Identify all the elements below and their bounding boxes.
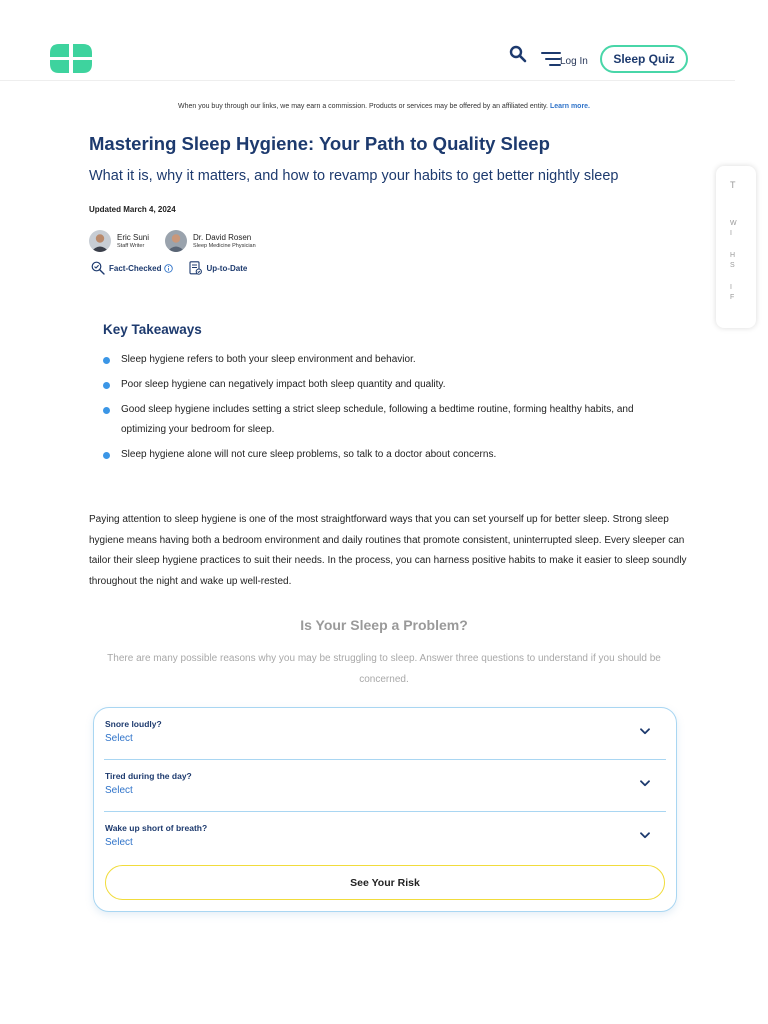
list-item: Good sleep hygiene includes setting a strict sleep schedule, following a bedtime routine, forming healthy habits, and optimizing your bedroom for sleep. [103, 400, 663, 440]
quiz-description: There are many possible reasons why you may be struggling to sleep. Answer three questions to understand if you should be concerned. [107, 653, 661, 685]
question-label: Snore loudly? [105, 719, 162, 729]
reviewer-byline[interactable] [165, 230, 256, 252]
question-select[interactable]: Select [105, 733, 133, 744]
toc-item[interactable]: I [730, 230, 732, 237]
key-takeaways-heading: Key Takeaways [103, 322, 202, 337]
question-select[interactable]: Select [105, 837, 133, 848]
toc-item[interactable]: W [730, 220, 737, 227]
author-name[interactable]: Eric Suni [117, 232, 150, 242]
sleep-risk-quiz [93, 707, 677, 912]
up-to-date-badge[interactable] [189, 261, 247, 275]
up-to-date-label: Up-to-Date [206, 263, 248, 273]
list-item: Poor sleep hygiene can negatively impact both sleep quantity and quality. [103, 375, 663, 395]
learn-more-link[interactable]: Learn more. [549, 103, 591, 110]
toc-item[interactable]: F [730, 294, 735, 301]
document-check-icon [189, 261, 202, 275]
quiz-question-breath[interactable] [104, 812, 666, 864]
search-button[interactable] [509, 45, 531, 67]
table-of-contents-card[interactable] [716, 166, 756, 328]
toc-item[interactable]: H [730, 252, 736, 259]
question-label: Tired during the day? [105, 771, 192, 781]
page-title: Mastering Sleep Hygiene: Your Path to Quality Sleep [89, 133, 550, 154]
avatar [165, 230, 187, 252]
info-icon[interactable] [164, 264, 173, 273]
menu-login-button[interactable] [540, 46, 588, 68]
article-badges [91, 261, 259, 275]
question-select[interactable]: Select [105, 785, 133, 796]
login-link[interactable]: Log In [560, 56, 588, 67]
fact-checked-label: Fact-Checked [109, 263, 162, 273]
intro-paragraph: Paying attention to sleep hygiene is one of the most straightforward ways that you can set yourself up for better sleep. Strong sleep hygiene means having both a bedroom environment and daily routines that promote consistent, uninterrupted sleep. Every sleeper can tailor their sleep hygiene practices to suit their needs. In the process, you can harness positive habits to make it easier to sleep soundly throughout the night and wake up well-rested. [89, 514, 687, 587]
quiz-question-snore[interactable] [104, 708, 666, 760]
reviewer-role: Sleep Medicine Physician [193, 242, 256, 249]
sleep-quiz-button[interactable]: Sleep Quiz [600, 45, 688, 73]
magnifier-check-icon [91, 261, 105, 275]
toc-heading: T [730, 180, 736, 190]
reviewer-name[interactable]: Dr. David Rosen [193, 232, 252, 242]
page-subtitle: What it is, why it matters, and how to revamp your habits to get better nightly sleep [89, 168, 619, 184]
menu-icon [540, 50, 562, 68]
avatar [89, 230, 111, 252]
toc-item[interactable]: S [730, 262, 735, 269]
quiz-title: Is Your Sleep a Problem? [300, 617, 468, 633]
author-role: Staff Writer [117, 242, 145, 249]
author-byline[interactable] [89, 230, 149, 252]
toc-item[interactable]: I [730, 284, 732, 291]
see-your-risk-button[interactable]: See Your Risk [105, 865, 665, 900]
list-item: Sleep hygiene refers to both your sleep environment and behavior. [103, 350, 663, 370]
updated-date: Updated March 4, 2024 [89, 205, 176, 214]
chevron-down-icon[interactable] [640, 780, 650, 787]
key-takeaways-list [103, 350, 663, 470]
chevron-down-icon[interactable] [640, 832, 650, 839]
disclosure-text: When you buy through our links, we may earn a commission. Products or services may be offered by an affiliated entity. [177, 103, 548, 110]
logo-icon[interactable] [50, 44, 92, 73]
list-item: Sleep hygiene alone will not cure sleep problems, so talk to a doctor about concerns. [103, 445, 663, 465]
affiliate-disclosure [0, 103, 768, 110]
search-icon [509, 45, 527, 63]
chevron-down-icon[interactable] [640, 728, 650, 735]
site-header [0, 0, 735, 81]
question-label: Wake up short of breath? [105, 823, 208, 833]
fact-checked-badge[interactable] [91, 261, 177, 275]
quiz-question-tired[interactable] [104, 760, 666, 812]
